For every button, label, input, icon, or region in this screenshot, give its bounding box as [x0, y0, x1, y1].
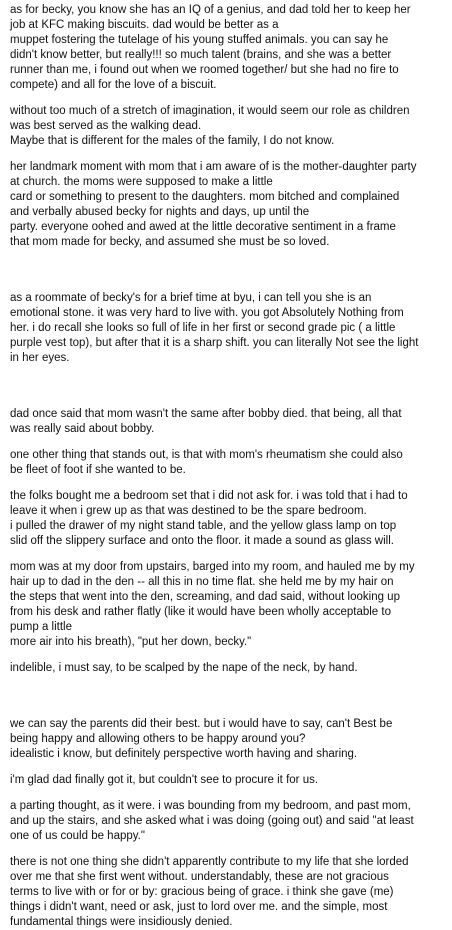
text-line: more air into his breath), "put her down, becky." — [10, 636, 252, 648]
text-line: pump a little — [10, 621, 73, 633]
paragraph-spacer — [10, 478, 448, 489]
text-line: we can say the parents did their best. but i would have to say, can't Best be — [10, 718, 393, 730]
text-line: as for becky, you know she has an IQ of a genius, and dad told her to keep her — [10, 4, 411, 16]
text-line: over me that she first went without. understandably, these are not gracious — [10, 871, 389, 883]
text-line: indelible, i must say, to be scalped by the nape of the neck, by hand. — [10, 662, 358, 674]
text-line: from his desk and rather flatly (like it would have been wholly acceptable to — [10, 606, 391, 618]
text-line: that mom made for becky, and assumed she must be so loved. — [10, 236, 330, 248]
text-line: slid off the slippery surface and onto the floor. it made a sound as glass will. — [10, 535, 394, 547]
text-line: being happy and allowing others to be happy around you? — [10, 733, 306, 745]
paragraph-lorded-over-me — [10, 855, 448, 930]
paragraph-spacer — [10, 676, 448, 717]
text-line: didn't know better, but really!!! so much talent (brains, and she was a better — [10, 49, 392, 61]
text-line: was best served as the walking dead. — [10, 120, 202, 132]
paragraph-spacer — [10, 844, 448, 855]
paragraph-spacer — [10, 250, 448, 291]
text-line: there is not one thing she didn't apparently contribute to my life that she lorded — [10, 856, 409, 868]
text-line: party. everyone oohed and awed at the little decorative sentiment in a frame — [10, 221, 396, 233]
text-line: idealistic i know, but definitely perspective worth having and sharing. — [10, 748, 358, 760]
text-line: leave it when i grew up as that was destined to be the spare bedroom. — [10, 505, 367, 517]
text-line: her. i do recall she looks so full of life in her first or second grade pic ( a little — [10, 322, 396, 334]
paragraph-spacer — [10, 549, 448, 560]
paragraph-indelible — [10, 661, 448, 676]
paragraph-glad-dad — [10, 773, 448, 788]
text-line: was really said about bobby. — [10, 423, 155, 435]
paragraph-roommate-byu — [10, 291, 448, 366]
paragraph-parting-thought — [10, 799, 448, 844]
text-line: Maybe that is different for the males of the family, I do not know. — [10, 135, 335, 147]
text-line: one other thing that stands out, is that with mom's rheumatism she could also — [10, 449, 403, 461]
text-line: and verbally abused becky for nights and days, up until the — [10, 206, 310, 218]
text-line: at church. the moms were supposed to make a little — [10, 176, 273, 188]
paragraph-rheumatism — [10, 448, 448, 478]
paragraph-spacer — [10, 366, 448, 407]
paragraph-bobby — [10, 407, 448, 437]
text-line: her landmark moment with mom that i am aware of is the mother-daughter party — [10, 161, 417, 173]
text-line: card or something to present to the daughters. mom bitched and complained — [10, 191, 400, 203]
paragraph-spacer — [10, 437, 448, 448]
text-line: compete) and all for the love of a biscuit. — [10, 79, 217, 91]
text-line: i'm glad dad finally got it, but couldn't see to procure it for us. — [10, 774, 319, 786]
text-line: a parting thought, as it were. i was bounding from my bedroom, and past mom, — [10, 800, 411, 812]
text-line: dad once said that mom wasn't the same after bobby died. that being, all that — [10, 408, 402, 420]
text-line: mom was at my door from upstairs, barged into my room, and hauled me by my — [10, 561, 415, 573]
paragraph-spacer — [10, 149, 448, 160]
text-line: terms to live with or for or by: gracious being of grace. i think she gave (me) — [10, 886, 394, 898]
text-line: things i didn't want, need or ask, just to lord over me. and the simple, most — [10, 901, 388, 913]
paragraph-mother-daughter-party — [10, 160, 448, 250]
text-line: i pulled the drawer of my night stand table, and the yellow glass lamp on top — [10, 520, 397, 532]
paragraph-bedroom-set — [10, 489, 448, 549]
text-line: be fleet of foot if she wanted to be. — [10, 464, 186, 476]
paragraph-spacer — [10, 93, 448, 104]
text-line: in her eyes. — [10, 352, 70, 364]
text-line: the folks bought me a bedroom set that i did not ask for. i was told that i had to — [10, 490, 408, 502]
text-line: without too much of a stretch of imagination, it would seem our role as children — [10, 105, 410, 117]
text-line: fundamental things were insidiously denied. — [10, 916, 233, 928]
paragraph-parents-did-their-best — [10, 717, 448, 762]
text-line: purple vest top), but after that it is a sharp shift. you can literally Not see the light — [10, 337, 419, 349]
text-line: runner than me, i found out when we roomed together/ but she had no fire to — [10, 64, 399, 76]
text-line: one of us could be happy." — [10, 830, 145, 842]
text-line: emotional stone. it was very hard to live with. you got Absolutely Nothing from — [10, 307, 404, 319]
paragraph-spacer — [10, 762, 448, 773]
text-line: the steps that went into the den, screaming, and dad said, without looking up — [10, 591, 400, 603]
paragraph-walking-dead — [10, 104, 448, 149]
paragraph-hauled-by-hair — [10, 560, 448, 650]
paragraph-becky-iq — [10, 3, 448, 93]
text-line: job at KFC making biscuits. dad would be better as a — [10, 19, 279, 31]
text-line: muppet fostering the tutelage of his young stuffed animals. you can say he — [10, 34, 389, 46]
text-line: and up the stairs, and she asked what i was doing (going out) and said "at least — [10, 815, 414, 827]
paragraph-spacer — [10, 788, 448, 799]
paragraph-spacer — [10, 650, 448, 661]
text-line: as a roommate of becky's for a brief time at byu, i can tell you she is an — [10, 292, 372, 304]
text-line: hair up to dad in the den -- all this in no time flat. she held me by my hair on — [10, 576, 394, 588]
